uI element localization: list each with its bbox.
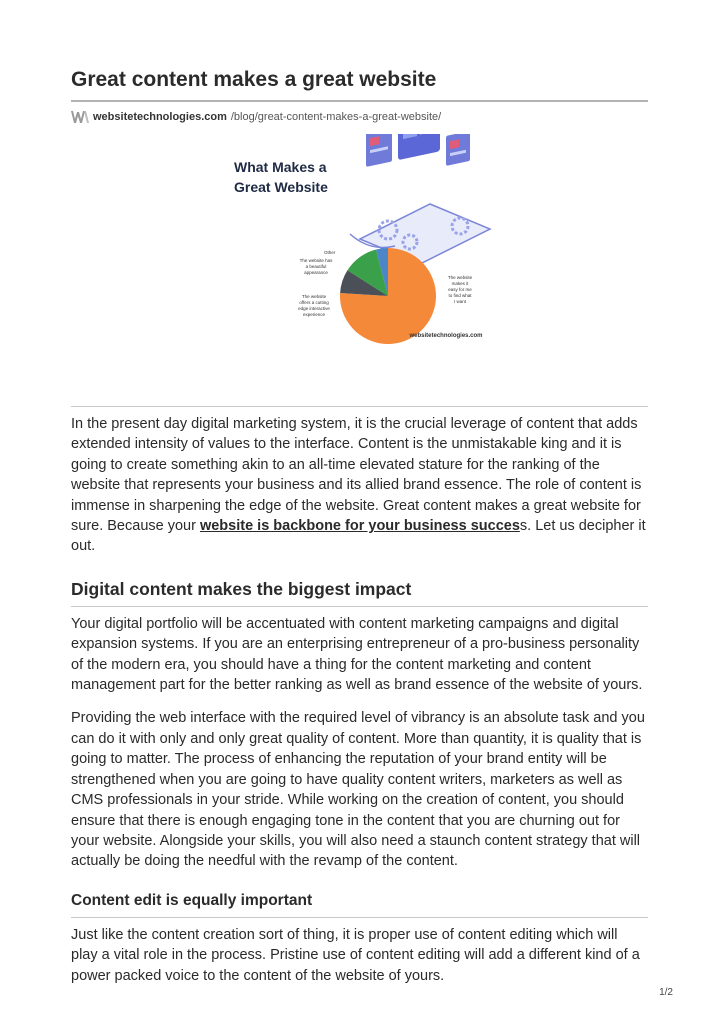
hero-heading-line2: Great Website: [234, 179, 328, 195]
hero-heading-line1: What Makes a: [234, 159, 327, 175]
pie-label-beautiful-2: a beautiful: [305, 264, 327, 269]
pie-label-cutting-edge-3: edge interactive: [298, 306, 330, 311]
pie-label-beautiful-3: appearance: [304, 270, 328, 275]
page-number: 1/2: [659, 987, 673, 998]
title-divider: [71, 100, 648, 102]
page-title: Great content makes a great website: [71, 68, 437, 91]
section-heading-content-edit: Content edit is equally important: [71, 891, 313, 909]
pie-label-easy-4: to find what: [448, 293, 472, 298]
pie-label-easy-2: makes it: [451, 281, 469, 286]
pie-label-easy-3: easy for me: [448, 287, 472, 292]
source-domain-link[interactable]: websitetechnologies.com: [93, 111, 227, 123]
hero-watermark: websitetechnologies.com: [409, 333, 483, 339]
source-path: /blog/great-content-makes-a-great-website/: [230, 111, 442, 123]
section2-divider: [71, 917, 648, 918]
pie-chart: [340, 248, 436, 344]
document-page: [71, 0, 648, 986]
intro-paragraph: [71, 414, 648, 557]
hero-illustration: [220, 134, 498, 394]
pie-label-easy-1: The website: [447, 275, 473, 280]
section-heading-digital-content: Digital content makes the biggest impact: [71, 578, 412, 599]
section2-paragraph-1: Just like the content creation sort of thing, it is proper use of content editing which will play a vital role in the process. Pristine use of content editing will add a different kind of a power packed voice to the content of the website of yours.: [71, 926, 640, 984]
section1-paragraph-1: Your digital portfolio will be accentuated with content marketing campaigns and digital expansion systems. If you are an enterprising entrepreneur of a pro-business personality of the modern era, you should have a thing for the content marketing and content management part for the better ranking as well as brand essence of the website of yours.: [71, 615, 643, 694]
section1-divider: [71, 606, 648, 607]
intro-text-before: In the present day digital marketing system, it is the crucial leverage of content that adds extended intensity of values to the interface. Content is the unmistakable king and it is going to create something akin to an all-time elevated stature for the ranking of the website that represents your business and its allied brand essence. The role of content is immense in sharpening the edge of the website. Great content makes a great website for sure. Because your: [71, 416, 642, 535]
source-line: [71, 108, 648, 126]
pie-label-easy-5: I want: [453, 299, 467, 304]
pie-label-cutting-edge-2: offers a cutting: [299, 300, 329, 305]
pie-label-cutting-edge-1: The website: [301, 294, 327, 299]
hero-image: [71, 134, 648, 398]
pie-label-beautiful-1: The website has: [299, 258, 333, 263]
intro-text-after: s. Let us decipher it out.: [71, 518, 646, 555]
section1-paragraph-2: Providing the web interface with the required level of vibrancy is an absolute task and you can do it with only and only great quality of content. More than quantity, it is quality that is going to matter. The process of enhancing the reputation of your brand entity will be strengthened when you are going to have quality content writers, marketers as well as CMS professionals in your stride. While working on the creation of content, you should ensure that there is enough engaging tone in the content that you are churning out for your website. Alongside your skills, you will also need a staunch content strategy that will actually be doing the needful with the revamp of the content.: [71, 710, 645, 870]
intro-divider: [71, 406, 648, 407]
site-logo-icon: [71, 110, 89, 124]
pie-label-cutting-edge-4: experience: [302, 312, 326, 317]
pie-label-other: Other: [324, 250, 336, 255]
backbone-link[interactable]: website is backbone for your business succes: [199, 518, 520, 535]
